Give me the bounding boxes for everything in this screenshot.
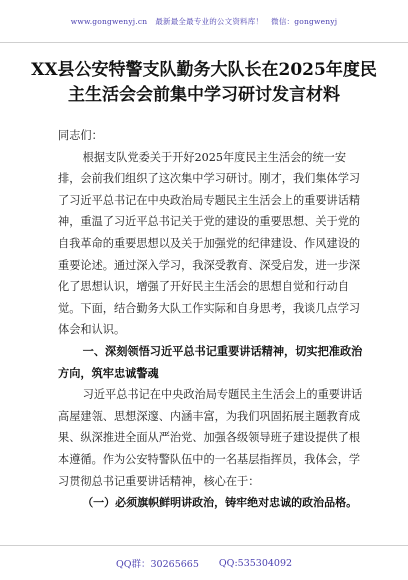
header-site[interactable]: www.gongwenyj.cn [70,16,148,26]
footer-qq: QQ:535304092 [218,557,293,569]
section-heading-1: 一、深刻领悟习近平总书记重要讲话精神，切实把准政治方向，筑牢忠诚警魂 [58,344,363,380]
header-wechat: 微信：gongwenyj [271,16,338,26]
salutation: 同志们： [58,129,103,142]
subsection-heading-1: （一）必须旗帜鲜明讲政治，铸牢绝对忠诚的政治品格。 [82,496,358,510]
document-body [58,125,364,514]
document-title: XX县公安特警支队勤务大队长在2025年度民主生活会会前集中学习研讨发言材料 [31,60,377,105]
page-header [0,0,408,43]
paragraph-section-1: 习近平总书记在中央政治局专题民主生活会上的重要讲话高屋建瓴、思想深邃、内涵丰富，为我们巩固拓展主题教育成果、纵深推进全面从严治党、加强各级领导班子建设提供了根本遵循。作为公安特警队伍中的一名基层指挥员，我体会，学习贯彻总书记重要讲话精神，核心在于： [58,388,363,488]
footer-qq-group: QQ群：30265665 [115,559,199,570]
page-footer [0,545,408,580]
header-slogan: 最新最全最专业的公文资料库！ [155,16,264,26]
paragraph-intro: 根据支队党委关于开好2025年度民主生活会的统一安排，会前我们组织了这次集中学习研讨。刚才，我们集体学习了习近平总书记在中央政治局专题民主生活会上的重要讲话精神，重温了习近平总书记关于党的建设的重要思想、关于党的自我革命的重要思想以及关于加强党的纪律建设、作风建设的重要论述。通过深入学习，我深受教育、深受启发，进一步深化了思想认识，增强了开好民主生活会的思想自觉和行动自觉。下面，结合勤务大队工作实际和自身思考，我谈几点学习体会和认识。 [58,150,361,337]
